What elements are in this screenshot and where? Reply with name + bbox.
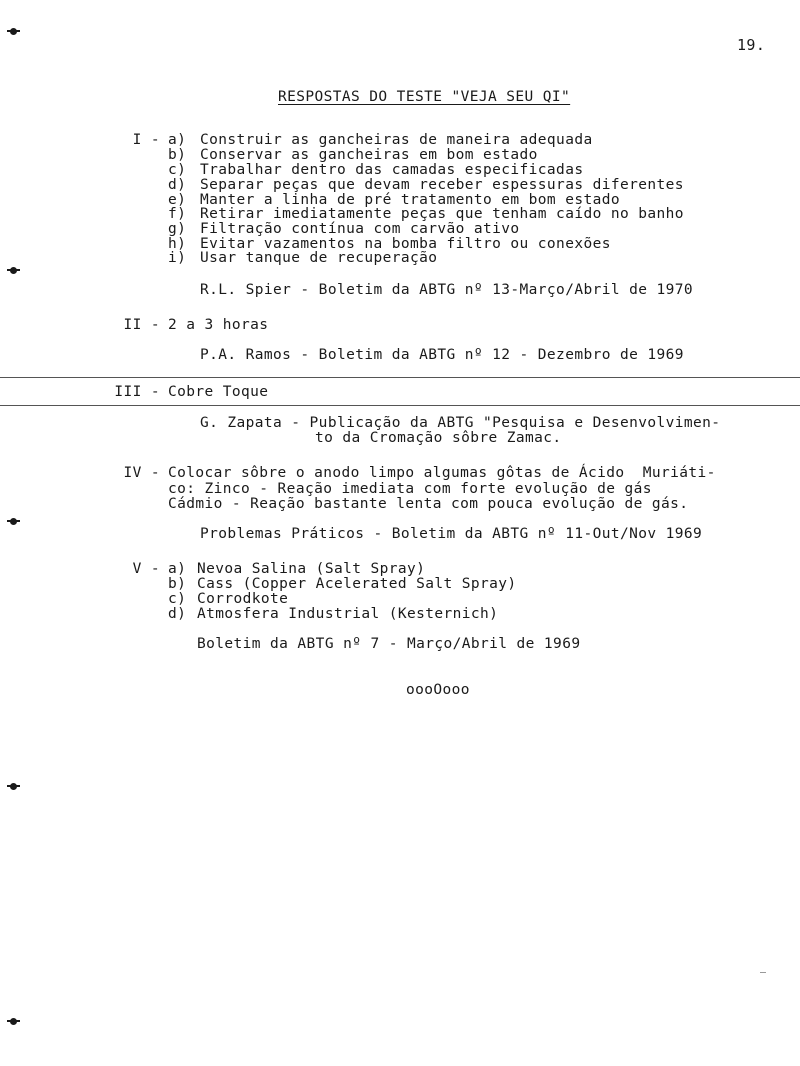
- binder-hole-mark: [10, 518, 17, 525]
- fold-line: [0, 377, 800, 378]
- item-letter: f): [168, 206, 187, 222]
- item-letter: h): [168, 236, 187, 252]
- item-letter: c): [168, 162, 187, 178]
- item-letter: d): [168, 177, 187, 193]
- binder-hole-mark: [10, 783, 17, 790]
- page-number: 19.: [737, 36, 766, 54]
- section-iii-answer: Cobre Toque: [168, 384, 269, 400]
- section-iii-reference-line1: G. Zapata - Publicação da ABTG "Pesquisa e Desenvolvimen-: [200, 415, 721, 431]
- list-item: Nevoa Salina (Salt Spray): [197, 561, 426, 577]
- section-i-reference: R.L. Spier - Boletim da ABTG nº 13-Março/Abril de 1970: [200, 282, 694, 298]
- section-iii-numeral: III -: [114, 384, 160, 400]
- page-title: RESPOSTAS DO TESTE "VEJA SEU QI": [278, 89, 571, 105]
- section-iii-reference-line2: to da Cromação sôbre Zamac.: [315, 430, 562, 446]
- list-item: Filtração contínua com carvão ativo: [200, 221, 520, 237]
- section-iv-line2: co: Zinco - Reação imediata com forte evolução de gás: [168, 481, 652, 497]
- list-item: Evitar vazamentos na bomba filtro ou conexões: [200, 236, 611, 252]
- section-ii-reference: P.A. Ramos - Boletim da ABTG nº 12 - Dezembro de 1969: [200, 347, 684, 363]
- list-item: Atmosfera Industrial (Kesternich): [197, 606, 499, 622]
- item-letter: b): [168, 147, 187, 163]
- section-i-numeral: I -: [132, 132, 160, 148]
- list-item: Retirar imediatamente peças que tenham caído no banho: [200, 206, 684, 222]
- item-letter: a): [168, 561, 187, 577]
- list-item: Separar peças que devam receber espessuras diferentes: [200, 177, 684, 193]
- fold-line: [0, 405, 800, 406]
- section-v-reference: Boletim da ABTG nº 7 - Março/Abril de 1969: [197, 636, 581, 652]
- list-item: Trabalhar dentro das camadas especificadas: [200, 162, 584, 178]
- binder-hole-mark: [10, 28, 17, 35]
- item-letter: g): [168, 221, 187, 237]
- end-mark: oooOooo: [406, 682, 470, 698]
- list-item: Usar tanque de recuperação: [200, 250, 438, 266]
- item-letter: d): [168, 606, 187, 622]
- list-item: Manter a linha de pré tratamento em bom estado: [200, 192, 620, 208]
- item-letter: b): [168, 576, 187, 592]
- section-iv-line3: Cádmio - Reação bastante lenta com pouca evolução de gás.: [168, 496, 689, 512]
- list-item: Construir as gancheiras de maneira adequada: [200, 132, 593, 148]
- item-letter: i): [168, 250, 187, 266]
- section-iv-numeral: IV -: [123, 465, 160, 481]
- list-item: Corrodkote: [197, 591, 289, 607]
- section-v-numeral: V -: [132, 561, 160, 577]
- item-letter: e): [168, 192, 187, 208]
- item-letter: a): [168, 132, 187, 148]
- section-ii-numeral: II -: [123, 317, 160, 333]
- section-iv-reference: Problemas Práticos - Boletim da ABTG nº 11-Out/Nov 1969: [200, 526, 703, 542]
- section-iv-line1: Colocar sôbre o anodo limpo algumas gôtas de Ácido Muriáti-: [168, 465, 716, 481]
- binder-hole-mark: [10, 1018, 17, 1025]
- list-item: Conservar as gancheiras em bom estado: [200, 147, 538, 163]
- list-item: Cass (Copper Acelerated Salt Spray): [197, 576, 517, 592]
- margin-tick: [760, 972, 766, 973]
- item-letter: c): [168, 591, 187, 607]
- section-ii-answer: 2 a 3 horas: [168, 317, 269, 333]
- binder-hole-mark: [10, 267, 17, 274]
